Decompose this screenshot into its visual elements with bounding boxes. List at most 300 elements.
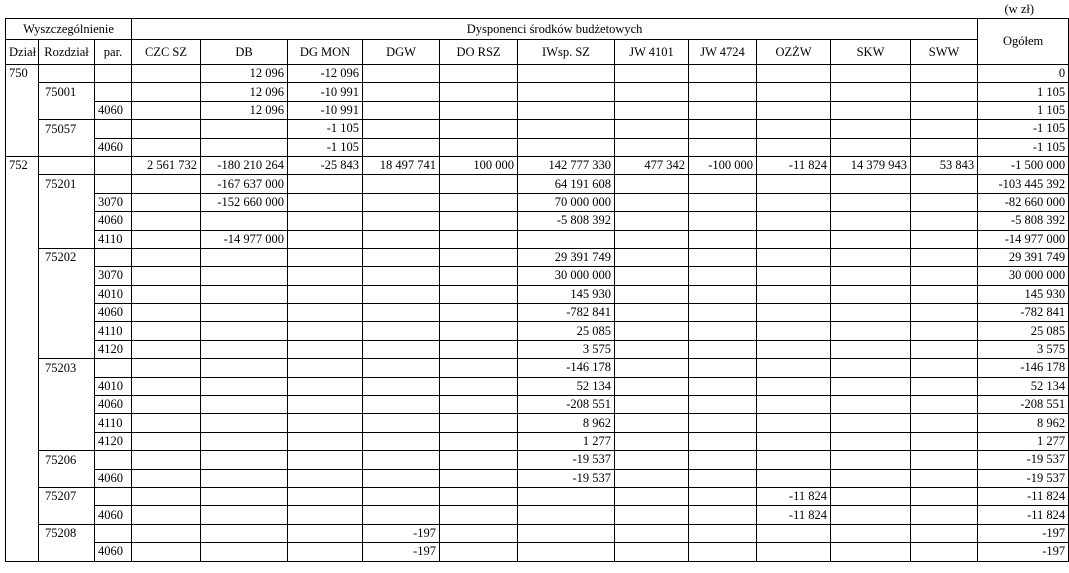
cell-rozdzial bbox=[39, 267, 95, 285]
cell-value bbox=[363, 377, 440, 395]
cell-value bbox=[615, 248, 689, 266]
cell-value bbox=[615, 175, 689, 193]
cell-value: 477 342 bbox=[615, 156, 689, 174]
cell-value bbox=[757, 230, 831, 248]
cell-value bbox=[615, 193, 689, 211]
table-row bbox=[6, 340, 1069, 358]
cell-value bbox=[615, 340, 689, 358]
cell-value bbox=[363, 230, 440, 248]
cell-value bbox=[831, 83, 911, 101]
cell-value bbox=[288, 451, 363, 469]
cell-value bbox=[363, 304, 440, 322]
cell-par bbox=[95, 175, 132, 193]
header-par: par. bbox=[95, 40, 132, 65]
unit-note: (w zł) bbox=[1004, 2, 1034, 16]
header-disponent: CZC SZ bbox=[132, 40, 201, 65]
cell-value bbox=[689, 340, 757, 358]
cell-value bbox=[363, 120, 440, 138]
cell-value bbox=[615, 451, 689, 469]
table-row bbox=[6, 83, 1069, 101]
cell-value bbox=[440, 212, 518, 230]
cell-value: 1 277 bbox=[518, 432, 615, 450]
cell-value bbox=[132, 193, 201, 211]
cell-value bbox=[201, 138, 288, 156]
cell-value bbox=[689, 469, 757, 487]
cell-value bbox=[288, 175, 363, 193]
cell-value bbox=[911, 506, 978, 524]
table-row bbox=[6, 469, 1069, 487]
cell-total: -1 105 bbox=[978, 138, 1069, 156]
cell-value bbox=[363, 322, 440, 340]
cell-value bbox=[132, 506, 201, 524]
cell-dzial bbox=[6, 285, 39, 303]
cell-value bbox=[363, 138, 440, 156]
cell-value bbox=[911, 193, 978, 211]
cell-rozdzial bbox=[39, 396, 95, 414]
cell-dzial bbox=[6, 377, 39, 395]
cell-total: -11 824 bbox=[978, 487, 1069, 505]
cell-value bbox=[288, 487, 363, 505]
cell-value: 8 962 bbox=[518, 414, 615, 432]
cell-total: -14 977 000 bbox=[978, 230, 1069, 248]
cell-value: 25 085 bbox=[518, 322, 615, 340]
cell-value bbox=[201, 432, 288, 450]
cell-value: 52 134 bbox=[518, 377, 615, 395]
cell-value bbox=[518, 543, 615, 561]
cell-value bbox=[440, 120, 518, 138]
cell-rozdzial bbox=[39, 469, 95, 487]
cell-value: -14 977 000 bbox=[201, 230, 288, 248]
cell-value bbox=[132, 65, 201, 83]
cell-value bbox=[132, 285, 201, 303]
cell-value bbox=[132, 396, 201, 414]
cell-par: 4120 bbox=[95, 340, 132, 358]
cell-value bbox=[440, 322, 518, 340]
table-row bbox=[6, 193, 1069, 211]
cell-value bbox=[689, 451, 757, 469]
cell-value bbox=[132, 487, 201, 505]
cell-value bbox=[288, 524, 363, 542]
cell-value bbox=[440, 377, 518, 395]
cell-value bbox=[201, 212, 288, 230]
cell-par bbox=[95, 83, 132, 101]
cell-value bbox=[363, 65, 440, 83]
cell-total: 1 105 bbox=[978, 83, 1069, 101]
header-disponent: SKW bbox=[831, 40, 911, 65]
cell-value bbox=[363, 285, 440, 303]
cell-value bbox=[363, 451, 440, 469]
cell-value bbox=[201, 414, 288, 432]
cell-total: -5 808 392 bbox=[978, 212, 1069, 230]
cell-value bbox=[757, 524, 831, 542]
cell-value bbox=[440, 267, 518, 285]
cell-value bbox=[201, 506, 288, 524]
cell-value bbox=[615, 138, 689, 156]
cell-par bbox=[95, 65, 132, 83]
table-row bbox=[6, 506, 1069, 524]
cell-value bbox=[615, 524, 689, 542]
cell-rozdzial bbox=[39, 193, 95, 211]
cell-total: -1 105 bbox=[978, 120, 1069, 138]
cell-value bbox=[689, 377, 757, 395]
header-disponent: OZŻW bbox=[757, 40, 831, 65]
table-row bbox=[6, 414, 1069, 432]
cell-value bbox=[911, 432, 978, 450]
cell-value: -197 bbox=[363, 524, 440, 542]
cell-value bbox=[615, 65, 689, 83]
table-row bbox=[6, 377, 1069, 395]
cell-rozdzial bbox=[39, 414, 95, 432]
cell-value: 18 497 741 bbox=[363, 156, 440, 174]
cell-total: -1 500 000 bbox=[978, 156, 1069, 174]
cell-par bbox=[95, 248, 132, 266]
cell-value: 64 191 608 bbox=[518, 175, 615, 193]
cell-rozdzial bbox=[39, 377, 95, 395]
cell-value bbox=[288, 377, 363, 395]
cell-rozdzial bbox=[39, 506, 95, 524]
cell-rozdzial: 75057 bbox=[39, 120, 95, 138]
cell-value bbox=[288, 322, 363, 340]
cell-dzial: 752 bbox=[6, 156, 39, 174]
table-row bbox=[6, 285, 1069, 303]
cell-par: 4010 bbox=[95, 377, 132, 395]
cell-rozdzial bbox=[39, 340, 95, 358]
cell-total: 1 105 bbox=[978, 101, 1069, 119]
cell-value bbox=[363, 396, 440, 414]
cell-value bbox=[911, 469, 978, 487]
cell-value bbox=[615, 396, 689, 414]
cell-total: 8 962 bbox=[978, 414, 1069, 432]
cell-value: -782 841 bbox=[518, 304, 615, 322]
cell-value bbox=[363, 193, 440, 211]
cell-dzial bbox=[6, 175, 39, 193]
cell-value bbox=[440, 432, 518, 450]
cell-value bbox=[757, 285, 831, 303]
cell-value bbox=[288, 230, 363, 248]
cell-value bbox=[288, 248, 363, 266]
table-row bbox=[6, 267, 1069, 285]
table-row bbox=[6, 451, 1069, 469]
cell-value bbox=[689, 138, 757, 156]
cell-value bbox=[440, 230, 518, 248]
cell-value bbox=[831, 469, 911, 487]
cell-value bbox=[911, 138, 978, 156]
cell-dzial bbox=[6, 248, 39, 266]
cell-value bbox=[689, 487, 757, 505]
cell-value bbox=[757, 322, 831, 340]
cell-rozdzial: 75203 bbox=[39, 359, 95, 377]
cell-value bbox=[757, 396, 831, 414]
cell-value bbox=[288, 506, 363, 524]
cell-par: 4110 bbox=[95, 414, 132, 432]
cell-value: 29 391 749 bbox=[518, 248, 615, 266]
cell-value bbox=[132, 101, 201, 119]
cell-value bbox=[132, 175, 201, 193]
cell-value bbox=[440, 65, 518, 83]
cell-value bbox=[132, 359, 201, 377]
cell-value bbox=[132, 120, 201, 138]
header-disponent: DO RSZ bbox=[440, 40, 518, 65]
cell-total: 1 277 bbox=[978, 432, 1069, 450]
cell-value: -11 824 bbox=[757, 156, 831, 174]
cell-total: 25 085 bbox=[978, 322, 1069, 340]
cell-value bbox=[831, 248, 911, 266]
cell-rozdzial bbox=[39, 304, 95, 322]
cell-value bbox=[201, 304, 288, 322]
cell-value: 142 777 330 bbox=[518, 156, 615, 174]
cell-value bbox=[132, 340, 201, 358]
cell-par: 4060 bbox=[95, 469, 132, 487]
cell-total: -146 178 bbox=[978, 359, 1069, 377]
cell-value bbox=[757, 65, 831, 83]
cell-value bbox=[689, 230, 757, 248]
table-row bbox=[6, 65, 1069, 83]
cell-dzial bbox=[6, 304, 39, 322]
cell-value bbox=[831, 414, 911, 432]
table-row bbox=[6, 212, 1069, 230]
cell-value bbox=[689, 524, 757, 542]
cell-value bbox=[831, 432, 911, 450]
cell-value bbox=[831, 285, 911, 303]
cell-value bbox=[132, 83, 201, 101]
table-row bbox=[6, 396, 1069, 414]
table-row bbox=[6, 175, 1069, 193]
cell-value bbox=[831, 212, 911, 230]
cell-value bbox=[911, 487, 978, 505]
cell-dzial bbox=[6, 524, 39, 542]
header-row-2 bbox=[6, 40, 1069, 65]
cell-value bbox=[757, 304, 831, 322]
cell-value bbox=[363, 487, 440, 505]
cell-dzial bbox=[6, 212, 39, 230]
cell-par: 4120 bbox=[95, 432, 132, 450]
cell-value bbox=[911, 377, 978, 395]
cell-value bbox=[288, 267, 363, 285]
cell-dzial bbox=[6, 267, 39, 285]
cell-value: -146 178 bbox=[518, 359, 615, 377]
cell-value: -152 660 000 bbox=[201, 193, 288, 211]
cell-dzial bbox=[6, 451, 39, 469]
cell-value bbox=[831, 230, 911, 248]
cell-value bbox=[615, 304, 689, 322]
cell-par bbox=[95, 156, 132, 174]
cell-value bbox=[363, 432, 440, 450]
cell-dzial bbox=[6, 432, 39, 450]
cell-par: 3070 bbox=[95, 193, 132, 211]
cell-value bbox=[615, 230, 689, 248]
cell-par: 4060 bbox=[95, 138, 132, 156]
cell-value bbox=[831, 193, 911, 211]
cell-value bbox=[288, 285, 363, 303]
cell-value bbox=[911, 230, 978, 248]
cell-value bbox=[132, 524, 201, 542]
cell-value bbox=[911, 175, 978, 193]
cell-rozdzial bbox=[39, 432, 95, 450]
cell-value bbox=[440, 469, 518, 487]
cell-value bbox=[911, 304, 978, 322]
table-row bbox=[6, 322, 1069, 340]
cell-par bbox=[95, 487, 132, 505]
table-row bbox=[6, 120, 1069, 138]
cell-value bbox=[132, 230, 201, 248]
cell-total: -19 537 bbox=[978, 451, 1069, 469]
cell-value bbox=[288, 469, 363, 487]
table-row bbox=[6, 432, 1069, 450]
cell-value bbox=[132, 451, 201, 469]
cell-value bbox=[615, 414, 689, 432]
cell-value bbox=[201, 267, 288, 285]
cell-value: 145 930 bbox=[518, 285, 615, 303]
cell-value bbox=[831, 138, 911, 156]
cell-total: -82 660 000 bbox=[978, 193, 1069, 211]
cell-value bbox=[363, 175, 440, 193]
cell-rozdzial bbox=[39, 322, 95, 340]
cell-value bbox=[911, 322, 978, 340]
cell-value: -208 551 bbox=[518, 396, 615, 414]
cell-value bbox=[831, 65, 911, 83]
cell-value bbox=[831, 377, 911, 395]
cell-value bbox=[689, 396, 757, 414]
cell-value: -167 637 000 bbox=[201, 175, 288, 193]
cell-value bbox=[911, 451, 978, 469]
cell-value bbox=[911, 524, 978, 542]
cell-value bbox=[440, 248, 518, 266]
cell-value bbox=[757, 543, 831, 561]
cell-value bbox=[831, 175, 911, 193]
cell-dzial bbox=[6, 414, 39, 432]
cell-value bbox=[615, 432, 689, 450]
cell-value bbox=[689, 65, 757, 83]
cell-value bbox=[440, 359, 518, 377]
cell-value bbox=[132, 267, 201, 285]
cell-value bbox=[831, 101, 911, 119]
table-row bbox=[6, 230, 1069, 248]
cell-value bbox=[831, 120, 911, 138]
cell-total: 30 000 000 bbox=[978, 267, 1069, 285]
cell-value: 100 000 bbox=[440, 156, 518, 174]
cell-value: 3 575 bbox=[518, 340, 615, 358]
cell-value bbox=[363, 414, 440, 432]
table-body bbox=[6, 65, 1069, 562]
cell-value bbox=[132, 414, 201, 432]
cell-value bbox=[288, 304, 363, 322]
cell-value: -10 991 bbox=[288, 83, 363, 101]
cell-value bbox=[689, 248, 757, 266]
cell-value bbox=[831, 524, 911, 542]
cell-value bbox=[518, 101, 615, 119]
cell-rozdzial bbox=[39, 230, 95, 248]
cell-value: -11 824 bbox=[757, 506, 831, 524]
cell-value bbox=[615, 469, 689, 487]
cell-rozdzial bbox=[39, 285, 95, 303]
table-row bbox=[6, 138, 1069, 156]
cell-rozdzial: 75206 bbox=[39, 451, 95, 469]
cell-value: -19 537 bbox=[518, 451, 615, 469]
cell-value bbox=[757, 432, 831, 450]
cell-value bbox=[288, 543, 363, 561]
cell-value bbox=[757, 359, 831, 377]
table-row bbox=[6, 101, 1069, 119]
cell-value bbox=[615, 377, 689, 395]
cell-rozdzial: 75001 bbox=[39, 83, 95, 101]
cell-value: 53 843 bbox=[911, 156, 978, 174]
cell-value bbox=[615, 506, 689, 524]
cell-value bbox=[831, 267, 911, 285]
header-disponent: SWW bbox=[911, 40, 978, 65]
cell-value bbox=[440, 506, 518, 524]
cell-value bbox=[201, 543, 288, 561]
cell-par bbox=[95, 359, 132, 377]
cell-value bbox=[757, 414, 831, 432]
cell-dzial: 750 bbox=[6, 65, 39, 83]
cell-total: 145 930 bbox=[978, 285, 1069, 303]
cell-value: -100 000 bbox=[689, 156, 757, 174]
cell-rozdzial: 75208 bbox=[39, 524, 95, 542]
cell-dzial bbox=[6, 322, 39, 340]
cell-value: -5 808 392 bbox=[518, 212, 615, 230]
cell-value bbox=[132, 248, 201, 266]
cell-value bbox=[615, 267, 689, 285]
cell-dzial bbox=[6, 506, 39, 524]
cell-par: 3070 bbox=[95, 267, 132, 285]
cell-value: -1 105 bbox=[288, 138, 363, 156]
cell-rozdzial bbox=[39, 101, 95, 119]
header-disponent: DGW bbox=[363, 40, 440, 65]
cell-value bbox=[689, 414, 757, 432]
cell-value bbox=[831, 506, 911, 524]
cell-value bbox=[288, 359, 363, 377]
cell-dzial bbox=[6, 469, 39, 487]
cell-value bbox=[440, 193, 518, 211]
cell-total: -103 445 392 bbox=[978, 175, 1069, 193]
cell-value bbox=[615, 120, 689, 138]
cell-value bbox=[689, 304, 757, 322]
cell-value bbox=[757, 193, 831, 211]
cell-value: -11 824 bbox=[757, 487, 831, 505]
header-rozdzial: Rozdział bbox=[39, 40, 95, 65]
cell-value: 12 096 bbox=[201, 65, 288, 83]
cell-value bbox=[911, 267, 978, 285]
table-row bbox=[6, 304, 1069, 322]
cell-value bbox=[440, 414, 518, 432]
cell-value: -25 843 bbox=[288, 156, 363, 174]
cell-value bbox=[689, 359, 757, 377]
header-disponent: DB bbox=[201, 40, 288, 65]
cell-value bbox=[615, 543, 689, 561]
header-disponent: IWsp. SZ bbox=[518, 40, 615, 65]
cell-value bbox=[757, 120, 831, 138]
cell-value bbox=[363, 83, 440, 101]
cell-value: 70 000 000 bbox=[518, 193, 615, 211]
cell-value bbox=[518, 524, 615, 542]
cell-rozdzial: 75207 bbox=[39, 487, 95, 505]
cell-value bbox=[440, 175, 518, 193]
cell-dzial bbox=[6, 359, 39, 377]
table-row bbox=[6, 543, 1069, 561]
cell-par: 4060 bbox=[95, 304, 132, 322]
cell-value bbox=[132, 138, 201, 156]
cell-value bbox=[831, 340, 911, 358]
cell-value bbox=[440, 83, 518, 101]
cell-value bbox=[363, 506, 440, 524]
header-dysponenci: Dysponenci środków budżetowych bbox=[132, 19, 978, 40]
cell-dzial bbox=[6, 120, 39, 138]
cell-value bbox=[201, 469, 288, 487]
cell-value bbox=[689, 83, 757, 101]
cell-value bbox=[440, 543, 518, 561]
cell-rozdzial bbox=[39, 212, 95, 230]
cell-value bbox=[201, 120, 288, 138]
